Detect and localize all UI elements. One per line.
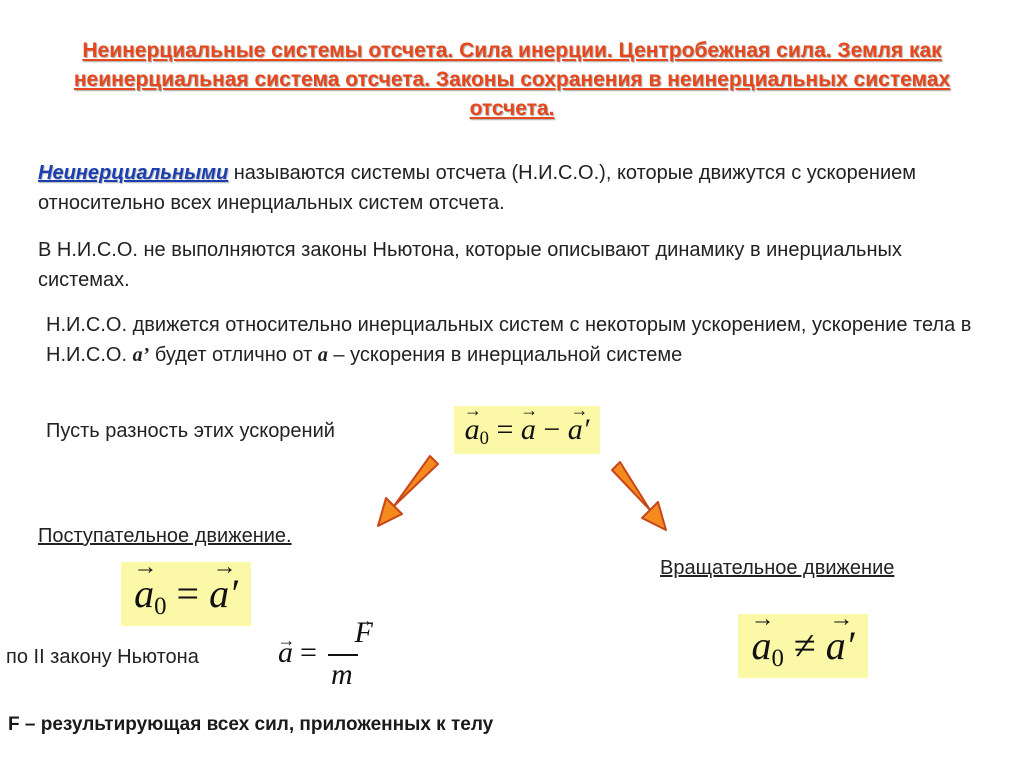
- vec-f: → F: [355, 616, 373, 650]
- vec-a: → a: [278, 636, 293, 670]
- acceleration-text-1: Н.И.С.О. движется относительно инерциальных систем с некоторым ускорением, ускорение тела в Н.И.С.О.: [46, 314, 972, 366]
- acceleration-text-3: – ускорения в инерциальной системе: [333, 344, 683, 366]
- symbol-a-prime: a’: [132, 344, 150, 366]
- rotational-label: Вращательное движение: [660, 557, 895, 579]
- definition-paragraph: [38, 158, 988, 218]
- vec-a0: → a: [465, 406, 480, 454]
- sub-zero: 0: [479, 428, 489, 450]
- formula-translational: [121, 562, 251, 626]
- branch-arrows: [370, 448, 680, 538]
- vec-a-prime: → a′: [209, 562, 238, 626]
- formula-rotational: [738, 614, 868, 678]
- equals-sign: =: [496, 413, 514, 446]
- arrow-left-icon: [378, 456, 438, 526]
- acceleration-text-2: будет отлично от: [154, 344, 313, 366]
- newton-label: по II закону Ньютона: [6, 646, 199, 668]
- sub-zero: 0: [154, 592, 167, 620]
- not-equal-sign: ≠: [793, 623, 816, 668]
- vec-a0: → a: [134, 562, 154, 626]
- vec-a: → a: [521, 406, 536, 454]
- vec-a-prime: → a′: [826, 614, 855, 678]
- slide-title: Неинерциальные системы отсчета. Сила инерции. Центробежная сила. Земля как неинерциальная система отсчета. Законы сохранения в неинерциальных системах отсчета.: [73, 39, 951, 120]
- sub-zero: 0: [771, 644, 784, 672]
- vec-a-prime: → a′: [568, 406, 590, 454]
- newton-laws-paragraph: В Н.И.С.О. не выполняются законы Ньютона, которые описывают динамику в инерциальных системах.: [38, 239, 902, 291]
- formula-newton: [276, 612, 373, 696]
- equals-sign: =: [300, 636, 317, 669]
- footer-note: F – результирующая всех сил, приложенных к телу: [8, 714, 494, 735]
- formula-acceleration-difference: [454, 406, 600, 454]
- fraction-bar: [328, 654, 358, 656]
- minus-sign: −: [543, 413, 561, 446]
- symbol-a: a: [317, 344, 328, 366]
- vec-a0: → a: [751, 614, 771, 678]
- arrow-right-icon: [612, 462, 666, 530]
- term-noninertial: Неинерциальными: [38, 162, 229, 184]
- equals-sign: =: [176, 571, 200, 616]
- definition-text: называются системы отсчета (Н.И.С.О.), которые движутся с ускорением относительно всех инерциальных систем отсчета.: [38, 162, 916, 214]
- difference-text: Пусть разность этих ускорений: [46, 420, 335, 442]
- translational-label: Поступательное движение.: [38, 525, 292, 547]
- acceleration-paragraph: [46, 310, 986, 370]
- mass-symbol: m: [331, 658, 353, 691]
